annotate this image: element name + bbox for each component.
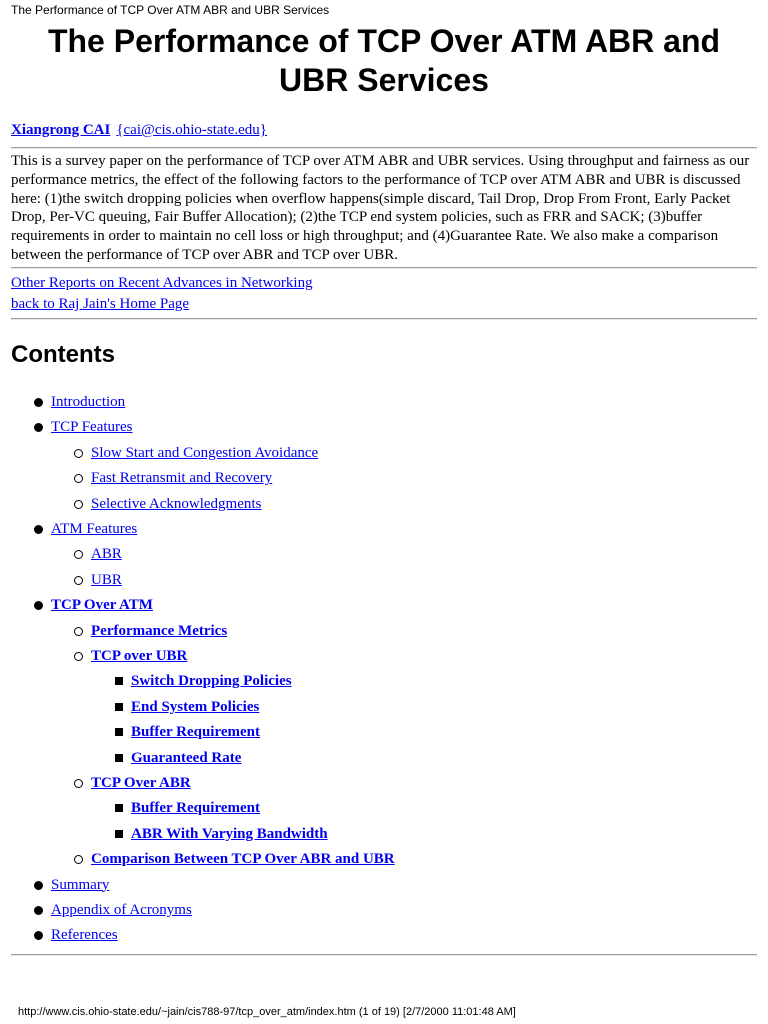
toc-item <box>91 570 122 590</box>
circle-bullet-icon <box>74 652 83 661</box>
toc-link[interactable]: Summary <box>51 876 110 893</box>
abstract: This is a survey paper on the performance of TCP over ATM ABR and UBR services. Using throughput and fairness as our performance metrics, the effect of the following factors to the performance of TCP over ATM ABR and UBR is discussed here: (1)the switch dropping policies when overflow happens(simple discard, Tail Drop, Drop From Front, Early Packet Drop, Per-VC queuing, Fair Buffer Allocation); (2)the TCP end system policies, such as FRR and SACK; (3)buffer requirements in order to maintain no cell loss or high throughput; and (4)Guarantee Rate. We also make a comparison between the performance of TCP over ABR and TCP over UBR. <box>11 153 750 263</box>
disc-bullet-icon <box>34 881 43 890</box>
toc-item <box>91 621 227 641</box>
divider-bottom <box>11 954 757 956</box>
author-line <box>11 122 267 139</box>
disc-bullet-icon <box>34 398 43 407</box>
circle-bullet-icon <box>74 474 83 483</box>
other-reports-link[interactable]: Other Reports on Recent Advances in Networking <box>11 275 313 291</box>
square-bullet-icon <box>115 754 123 762</box>
toc-item <box>91 849 395 869</box>
author-name-link[interactable]: Xiangrong CAI <box>11 122 111 138</box>
toc-item <box>51 925 118 945</box>
square-bullet-icon <box>115 677 123 685</box>
disc-bullet-icon <box>34 906 43 915</box>
toc-item <box>131 671 292 691</box>
toc-item <box>131 748 241 768</box>
circle-bullet-icon <box>74 627 83 636</box>
toc-link[interactable]: Selective Acknowledgments <box>91 495 262 512</box>
toc-link[interactable]: Guaranteed Rate <box>131 749 242 766</box>
author-email-link[interactable]: {cai@cis.ohio-state.edu} <box>116 122 267 138</box>
page-footer: http://www.cis.ohio-state.edu/~jain/cis788-97/tcp_over_atm/index.htm (1 of 19) [2/7/2000 11:01:48 AM] <box>18 1006 516 1018</box>
toc-item <box>51 900 192 920</box>
toc-item <box>51 595 153 615</box>
toc-link[interactable]: TCP Features <box>51 419 133 436</box>
toc-link[interactable]: Introduction <box>51 394 126 410</box>
toc-link[interactable]: Comparison Between TCP Over ABR and UBR <box>91 851 395 868</box>
toc-link[interactable]: Fast Retransmit and Recovery <box>91 470 273 487</box>
toc-item <box>51 417 133 437</box>
back-home-link[interactable]: back to Raj Jain's Home Page <box>11 296 190 312</box>
circle-bullet-icon <box>74 449 83 458</box>
toc-link[interactable]: UBR <box>91 571 122 588</box>
toc-link[interactable]: Switch Dropping Policies <box>131 673 292 690</box>
contents-heading: Contents <box>11 341 115 368</box>
divider-top <box>11 147 757 149</box>
toc-item <box>91 646 187 666</box>
running-header: The Performance of TCP Over ATM ABR and UBR Services <box>11 3 330 17</box>
toc-link[interactable]: Buffer Requirement <box>131 800 261 817</box>
toc-item <box>91 443 318 463</box>
toc-link[interactable]: ABR With Varying Bandwidth <box>131 825 328 842</box>
circle-bullet-icon <box>74 855 83 864</box>
toc-link[interactable]: TCP over UBR <box>91 648 188 664</box>
circle-bullet-icon <box>74 500 83 509</box>
toc-link[interactable]: TCP Over ABR <box>91 775 191 791</box>
toc-link[interactable]: Appendix of Acronyms <box>51 902 192 918</box>
circle-bullet-icon <box>74 779 83 788</box>
toc-link[interactable]: TCP Over ATM <box>51 597 153 614</box>
divider-abstract <box>11 267 757 269</box>
circle-bullet-icon <box>74 576 83 585</box>
square-bullet-icon <box>115 830 123 838</box>
page-title <box>0 22 768 100</box>
toc-link[interactable]: ATM Features <box>51 521 138 537</box>
toc-item <box>91 468 272 488</box>
disc-bullet-icon <box>34 931 43 940</box>
disc-bullet-icon <box>34 525 43 534</box>
toc-link[interactable]: ABR <box>91 546 122 563</box>
toc-item <box>131 722 260 742</box>
square-bullet-icon <box>115 804 123 812</box>
divider-links <box>11 318 757 320</box>
toc-item <box>131 824 328 844</box>
toc-link[interactable]: References <box>51 927 118 944</box>
disc-bullet-icon <box>34 423 43 432</box>
toc-item <box>131 697 259 717</box>
toc-link[interactable]: Slow Start and Congestion Avoidance <box>91 444 319 461</box>
square-bullet-icon <box>115 703 123 711</box>
nav-links <box>11 273 313 315</box>
square-bullet-icon <box>115 728 123 736</box>
disc-bullet-icon <box>34 601 43 610</box>
toc-item <box>51 392 125 412</box>
toc-item <box>91 494 261 514</box>
toc-link[interactable]: End System Policies <box>131 698 260 715</box>
toc-link[interactable]: Performance Metrics <box>91 622 228 639</box>
toc-item <box>91 544 122 564</box>
title-line-2: UBR Services <box>279 62 489 98</box>
toc-item <box>131 798 260 818</box>
toc-item <box>91 773 191 793</box>
circle-bullet-icon <box>74 550 83 559</box>
title-line-1: The Performance of TCP Over ATM ABR and <box>47 23 721 59</box>
toc-link[interactable]: Buffer Requirement <box>131 724 261 741</box>
toc-item <box>51 875 109 895</box>
toc-item <box>51 519 137 539</box>
